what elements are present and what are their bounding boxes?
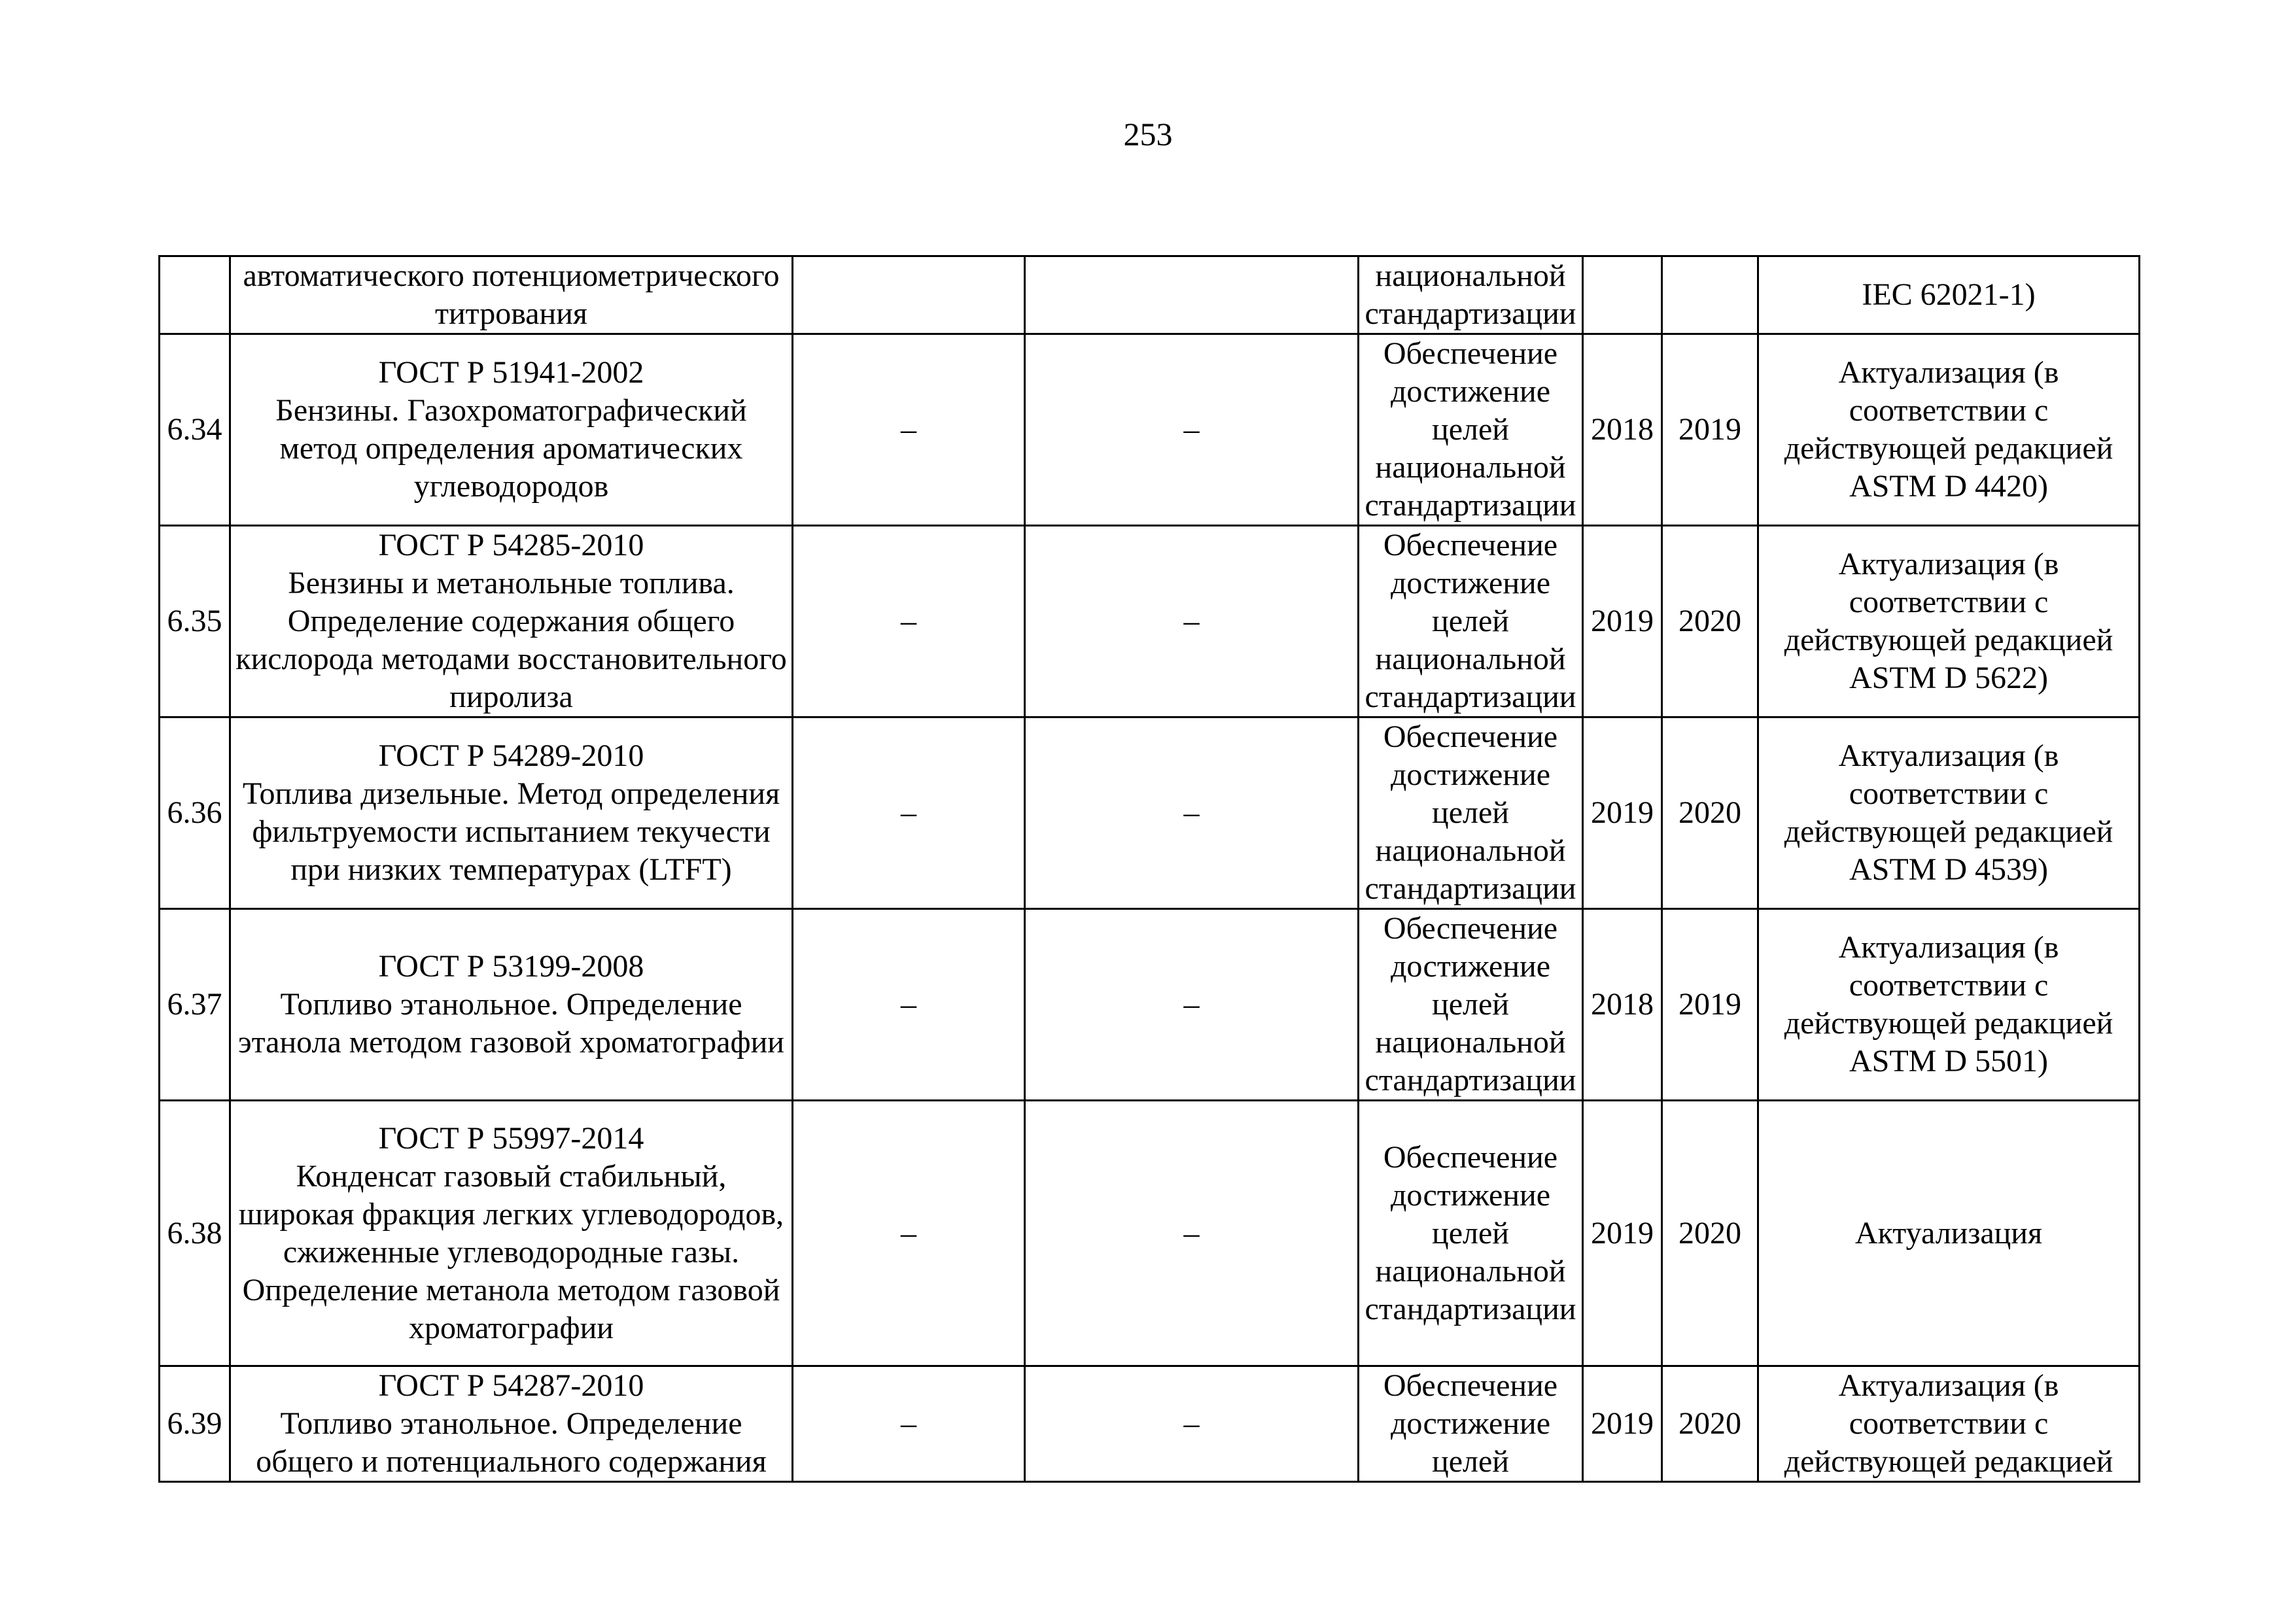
row-number-cell: 6.34 [160,334,230,526]
dash-cell: – [1025,334,1359,526]
purpose-cell: Обеспечение достижение целей национальной стандартизации [1359,717,1583,909]
standard-title: Бензины и метанольные топлива. Определение содержания общего кислорода методами восстановительного пиролиза [235,566,787,714]
purpose-cell: Обеспечение достижение целей [1359,1366,1583,1482]
note-cell: Актуализация (в соответствии с действующей редакцией [1758,1366,2140,1482]
empty-cell [793,256,1025,334]
start-year-cell: 2019 [1583,526,1662,717]
purpose-cell: Обеспечение достижение целей национальной стандартизации [1359,526,1583,717]
end-year-cell: 2020 [1662,717,1758,909]
start-year-cell: 2018 [1583,909,1662,1101]
standard-code: ГОСТ Р 51941-2002 [378,355,644,390]
standard-title: Конденсат газовый стабильный, широкая фракция легких углеводородов, сжиженные углеводородные газы. Определение метанола методом газовой хроматографии [238,1158,784,1345]
dash-cell: – [793,1101,1025,1366]
note-cell: IEC 62021-1) [1758,256,2140,334]
start-year-cell: 2018 [1583,334,1662,526]
table-row [160,526,2140,717]
note-cell: Актуализация (в соответствии с действующей редакцией ASTM D 5501) [1758,909,2140,1101]
page-number: 253 [1123,116,1173,152]
table-row [160,1366,2140,1482]
table-row [160,909,2140,1101]
dash-cell: – [1025,717,1359,909]
row-number-cell: 6.37 [160,909,230,1101]
end-year-cell [1662,256,1758,334]
dash-cell: – [793,717,1025,909]
empty-cell [1025,256,1359,334]
row-number-cell: 6.35 [160,526,230,717]
purpose-cell: национальной стандартизации [1359,256,1583,334]
dash-cell: – [1025,1366,1359,1482]
table-row [160,717,2140,909]
standard-code: ГОСТ Р 54289-2010 [378,738,644,773]
standard-description-cell [230,1366,793,1482]
start-year-cell: 2019 [1583,1366,1662,1482]
standard-description-cell: автоматического потенциометрического титрования [230,256,793,334]
row-number-cell: 6.36 [160,717,230,909]
row-number-cell: 6.39 [160,1366,230,1482]
table-row-continued [160,256,2140,334]
standard-title: Топлива дизельные. Метод определения фильтруемости испытанием текучести при низких температурах (LTFT) [242,776,780,887]
standard-description-cell [230,1101,793,1366]
standard-title: Топливо этанольное. Определение этанола методом газовой хроматографии [237,987,784,1060]
purpose-cell: Обеспечение достижение целей национальной стандартизации [1359,334,1583,526]
end-year-cell: 2020 [1662,526,1758,717]
end-year-cell: 2020 [1662,1101,1758,1366]
table-row [160,1101,2140,1366]
end-year-cell: 2020 [1662,1366,1758,1482]
dash-cell: – [793,334,1025,526]
start-year-cell: 2019 [1583,1101,1662,1366]
purpose-cell: Обеспечение достижение целей национальной стандартизации [1359,1101,1583,1366]
row-number-cell: 6.38 [160,1101,230,1366]
note-cell: Актуализация (в соответствии с действующей редакцией ASTM D 5622) [1758,526,2140,717]
standard-code: ГОСТ Р 55997-2014 [378,1120,644,1156]
standard-description-cell [230,909,793,1101]
dash-cell: – [793,909,1025,1101]
row-number-cell [160,256,230,334]
note-cell: Актуализация [1758,1101,2140,1366]
end-year-cell: 2019 [1662,909,1758,1101]
dash-cell: – [1025,526,1359,717]
dash-cell: – [793,1366,1025,1482]
start-year-cell: 2019 [1583,717,1662,909]
standard-description-cell [230,526,793,717]
standard-code: ГОСТ Р 54287-2010 [378,1368,644,1403]
dash-cell: – [1025,909,1359,1101]
standard-code: ГОСТ Р 53199-2008 [378,949,644,984]
table-row [160,334,2140,526]
end-year-cell: 2019 [1662,334,1758,526]
standard-code: ГОСТ Р 54285-2010 [378,528,644,562]
note-cell: Актуализация (в соответствии с действующей редакцией ASTM D 4420) [1758,334,2140,526]
note-cell: Актуализация (в соответствии с действующей редакцией ASTM D 4539) [1758,717,2140,909]
standards-table [158,255,2140,1483]
standard-title: Бензины. Газохроматографический метод определения ароматических углеводородов [275,393,747,504]
start-year-cell [1583,256,1662,334]
dash-cell: – [1025,1101,1359,1366]
standard-title: Топливо этанольное. Определение общего и потенциального содержания [256,1406,767,1479]
standard-description-cell [230,334,793,526]
standard-description-cell [230,717,793,909]
purpose-cell: Обеспечение достижение целей национальной стандартизации [1359,909,1583,1101]
dash-cell: – [793,526,1025,717]
